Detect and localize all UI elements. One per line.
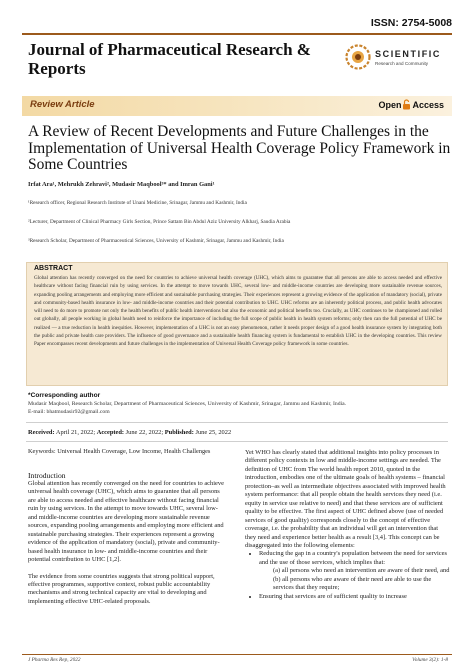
divider (26, 422, 448, 423)
body-paragraph: Global attention has recently converged on the need for countries to achieve universal health coverage (UHC), which aims to guarantee that all persons are able to access needed and effective healthcare without facing financial ruin by using services. In the attempt to move towards UHC, several low- and middle-income countries are developing more sustainable revenue sources, expanding pooling arrangements and employing more efficient and sustainable purchasing strategies. Their experiences represent a growing evidence of the application of mandatory (social), private and community-based health insurance in low- and middle-income countries and their potential contribution to UHC [1,2]. (28, 480, 224, 564)
list-item: (a) all persons who need an intervention are aware of their need, and (b) all persons who are aware of their need are able to use the services that they require; (273, 567, 450, 592)
publisher-name: SCIENTIFIC (375, 49, 442, 59)
published-date: June 25, 2022 (195, 429, 232, 436)
accepted-label: Accepted: (96, 429, 125, 436)
open-access-prefix: Open (378, 99, 402, 110)
corresponding-author-email[interactable]: E-mail: bhatmudasir92@gmail.com (28, 409, 110, 415)
affiliation-2: ²Lecturer, Department of Clinical Pharmacy Girls Section, Prince Sattam Bin Abdul Aziz University Alkharj, Saudia Arabia (28, 219, 291, 225)
body-column-left (28, 480, 228, 606)
list-item: • Ensuring that services are of sufficient quality to increase (259, 593, 450, 601)
published-label: Published: (164, 429, 194, 436)
header-rule (22, 33, 452, 35)
publisher-tagline: Research and Community (375, 61, 429, 66)
open-access-text: Access (412, 99, 444, 110)
footer-citation: J Pharma Res Rep, 2022 (28, 657, 81, 663)
affiliation-1: ¹Research officer, Regional Research Institute of Unani Medicine, Srinagar, Jammu and Kashmir, India (28, 200, 247, 206)
received-label: Received: (28, 429, 55, 436)
introduction-heading: Introduction (28, 471, 66, 480)
issn: ISSN: 2754-5008 (370, 17, 452, 29)
publisher-logo (345, 44, 455, 74)
body-paragraph: The evidence from some countries suggests that strong political support, effective programmes, supportive context, robust public accountability mechanisms and strong technical capacity are vital to developing and implementing effective UHC-related proposals. (28, 572, 215, 605)
corresponding-author-affiliation: Mudasir Maqbool, Research Scholar, Department of Pharmaceutical Sciences, University of Kashmir, Srinagar, Jammu and Kashmir, India. (28, 401, 347, 407)
publication-dates (28, 429, 231, 436)
author-list: Irfat Ara¹, Mehrukh Zehravi², Mudasir Maqbool³* and Imran Gani¹ (28, 181, 215, 188)
abstract-heading: ABSTRACT (34, 265, 73, 272)
publisher-logo-icon (345, 44, 371, 70)
open-lock-icon (402, 99, 411, 110)
body-paragraph: Yet WHO has clearly stated that additional insights into policy processes in different policy contexts in low and middle-income settings are needed. The definition of UHC from The world health report 2010, quoted in the introduction, embodies one of the ultimate goals of health systems – financial protection–as well as intermediate objectives associated with improved health system performance: that all people obtain the health services they need (i.e. equity in service use relative to need) and that these services are of sufficient quality to be effective. The first aspect of UHC defined above (use of needed services of good quality) corresponds closely to the concept of effective coverage, i.e. the probability that an individual will get an intervention that they need and experience better health as a result [3,4]. This concept can be disaggregated into the following elements: (245, 449, 446, 549)
footer-volume: Volume 3(2): 1-8 (412, 657, 448, 663)
list-item-text: Reducing the gap in a country's population between the need for services and the use of those services, which implies that: (259, 550, 447, 566)
list-item (259, 550, 450, 592)
keywords: Keywords: Universal Health Coverage, Low Income, Health Challenges (28, 448, 211, 455)
sub-list (259, 567, 450, 592)
article-type: Review Article (30, 99, 95, 110)
divider (26, 441, 448, 442)
body-column-right (245, 449, 450, 601)
footer-rule (22, 654, 452, 655)
abstract-text: Global attention has recently converged on the need for countries to achieve universal health coverage (UHC), which aims to guarantee that all persons are able to access needed and effective healthcare without facing financial ruin by using services. In the attempt to move towards UHC, several low- and middle-income countries are developing more sustainable revenue sources, expanding pooling arrangements and employing more efficient and sustainable purchasing strategies. Their experiences represent a growing evidence of the application of mandatory (social), private and community-based health insurance in low- and middle-income countries and their potential contribution to UHC. UHC reforms are an inherently political process, and public health advocates will need to do more to promote not only the health benefits of public health interventions but also the economic and political benefits too. Crucially, as UHC continues to be championed and rolled out globally, all people working in global health need to reinforce the importance of including the full scope of public health in health system reforms; only then can the full potential of UHC be realized — a true reduction in health inequities. However, implementation of a UHC is not an easy phenomenon, rather it needs proper design of a good health insurance system by integrating both the public and private health care providers. The influence of good governance and a sustainable health financing system is fundamental to establish UHC in the developing countries. This review Paper encompasses recent developments and future challenges in the implementation of Universal Health Coverage policy framework in some countries. (34, 275, 442, 348)
open-access-label (378, 99, 444, 110)
accepted-date: June 22, 2022; (125, 429, 164, 436)
affiliation-3: ³Research Scholar, Department of Pharmaceutical Sciences, University of Kashmir, Srinagar, Jammu and Kashmir, India (28, 238, 284, 244)
corresponding-author-heading: *Corresponding author (28, 392, 101, 399)
article-title: A Review of Recent Developments and Future Challenges in the Implementation of Universal Health Coverage Policy Framework in Some Countries (28, 123, 451, 173)
received-date: April 21, 2022; (55, 429, 96, 436)
bullet-list (245, 550, 450, 601)
journal-title: Journal of Pharmaceutical Research & Reports (28, 40, 311, 78)
